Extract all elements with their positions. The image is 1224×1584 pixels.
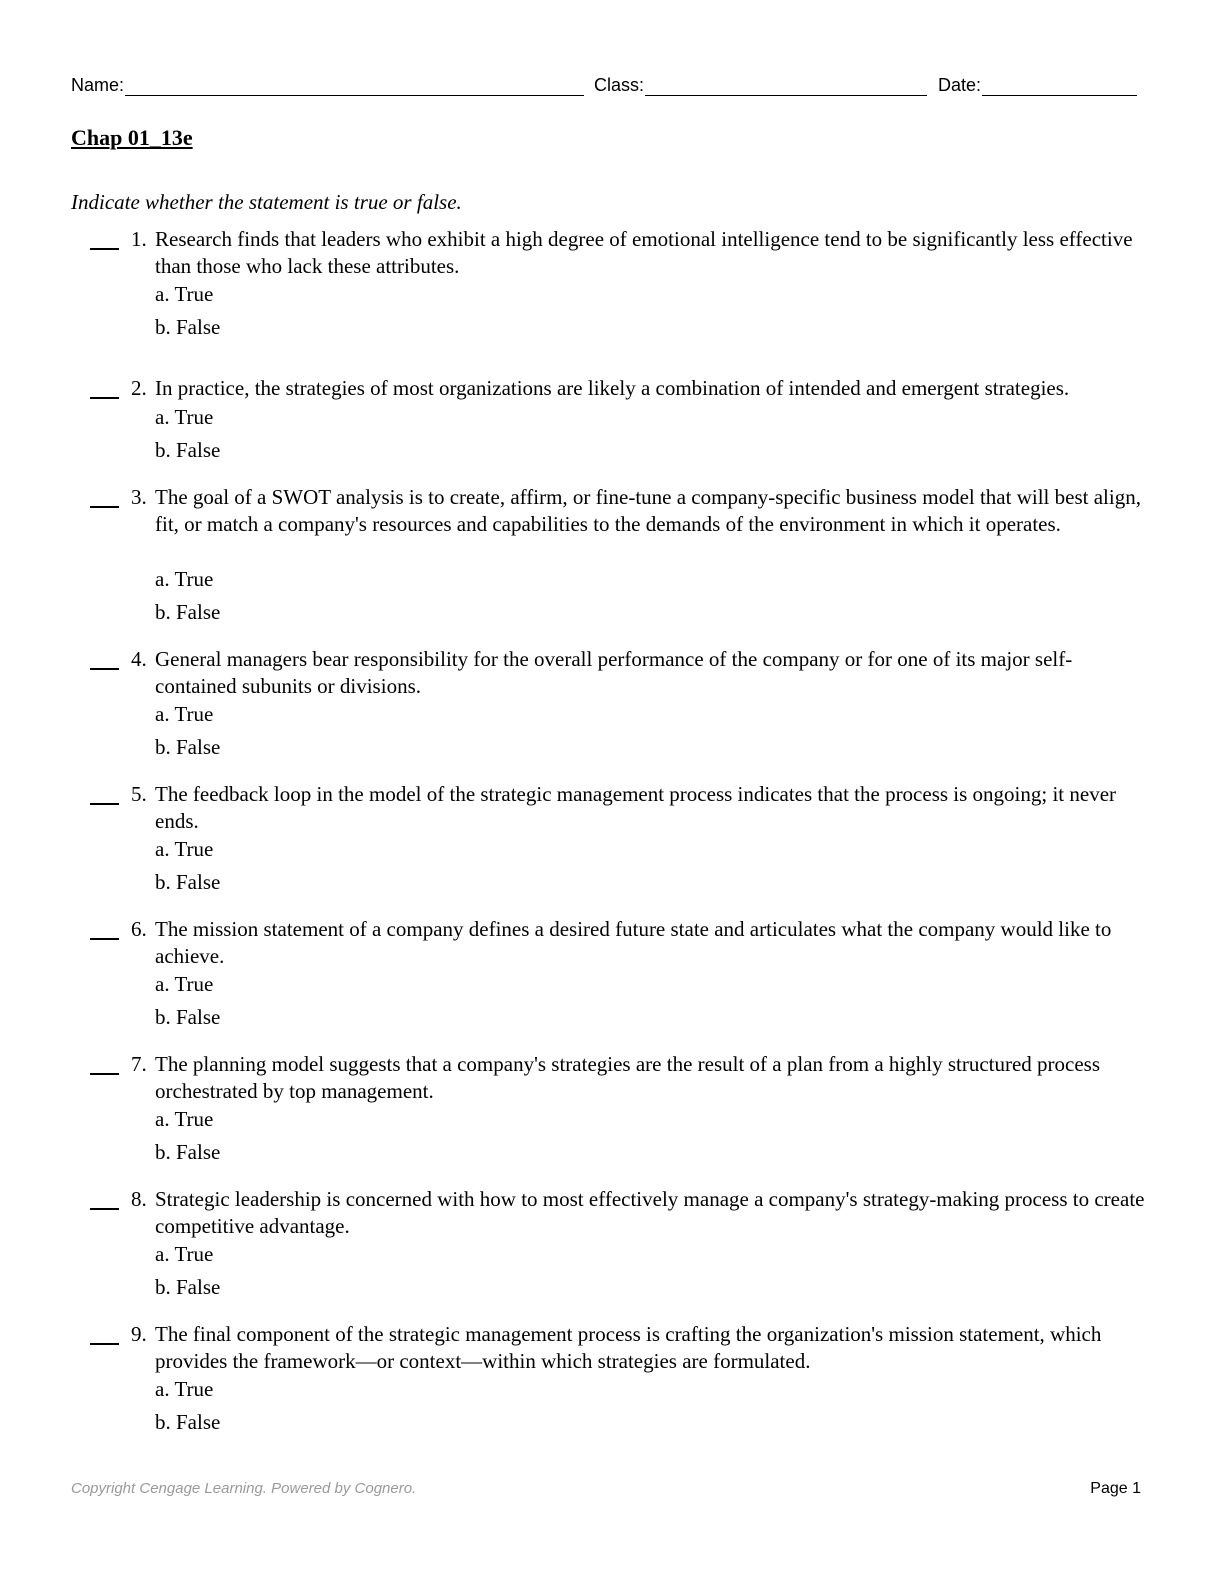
choice-true: a. True [155,405,214,429]
choice-true: a. True [155,702,214,726]
student-info-header [71,72,1141,98]
choice-false: b. False [155,1140,221,1164]
choice-true: a. True [155,1242,214,1266]
question-number: 1. [131,227,147,251]
question-text: Strategic leadership is concerned with how to most effectively manage a company's strategy-making process to create competitive advantage. [155,1187,1145,1238]
date-field [938,72,1137,96]
copyright-footer: Copyright Cengage Learning. Powered by Cognero. [71,1480,417,1497]
answer-blank[interactable] [90,938,119,940]
answer-blank[interactable] [90,248,119,250]
chapter-title: Chap 01_13e [71,125,193,150]
name-label: Name: [71,75,125,95]
choice-false: b. False [155,315,221,339]
date-label: Date: [938,75,982,95]
question-text: The final component of the strategic management process is crafting the organization's mission statement, which provides the framework—or context—within which strategies are formulated. [155,1322,1102,1373]
question-number: 8. [131,1187,147,1211]
choice-false: b. False [155,1275,221,1299]
question-text: The mission statement of a company defines a desired future state and articulates what the company would like to achieve. [155,917,1112,968]
question-number: 4. [131,647,147,671]
choice-false: b. False [155,1005,221,1029]
choice-true: a. True [155,972,214,996]
answer-blank[interactable] [90,803,119,805]
answer-blank[interactable] [90,668,119,670]
question-text: In practice, the strategies of most organizations are likely a combination of intended and emergent strategies. [155,376,1070,400]
answer-blank[interactable] [90,1208,119,1210]
question-number: 2. [131,376,147,400]
question-text: The planning model suggests that a company's strategies are the result of a plan from a highly structured process orchestrated by top management. [155,1052,1101,1103]
class-label: Class: [594,75,645,95]
date-blank-line[interactable] [982,75,1137,96]
answer-blank[interactable] [90,1073,119,1075]
question-number: 3. [131,485,147,509]
question-text: The goal of a SWOT analysis is to create, affirm, or fine-tune a company-specific business model that will best align, fit, or match a company's resources and capabilities to the demands of the environment in which it operates. [155,485,1141,536]
choice-false: b. False [155,600,221,624]
question-text: General managers bear responsibility for the overall performance of the company or for one of its major self-contained subunits or divisions. [155,647,1073,698]
choice-true: a. True [155,1107,214,1131]
choice-false: b. False [155,870,221,894]
page-number: Page 1 [1090,1480,1141,1497]
name-field [71,72,584,96]
question-number: 5. [131,782,147,806]
question-number: 7. [131,1052,147,1076]
question-text: The feedback loop in the model of the strategic management process indicates that the process is ongoing; it never ends. [155,782,1117,833]
choice-false: b. False [155,735,221,759]
name-blank-line[interactable] [125,75,584,96]
instructions: Indicate whether the statement is true or false. [71,190,462,214]
choice-true: a. True [155,282,214,306]
choice-true: a. True [155,837,214,861]
question-number: 6. [131,917,147,941]
choice-false: b. False [155,438,221,462]
choice-false: b. False [155,1410,221,1434]
answer-blank[interactable] [90,506,119,508]
class-field [594,72,927,96]
choice-true: a. True [155,1377,214,1401]
answer-blank[interactable] [90,397,119,399]
choice-true: a. True [155,567,214,591]
class-blank-line[interactable] [645,75,927,96]
answer-blank[interactable] [90,1343,119,1345]
question-number: 9. [131,1322,147,1346]
question-text: Research finds that leaders who exhibit a high degree of emotional intelligence tend to be significantly less effective than those who lack these attributes. [155,227,1133,278]
